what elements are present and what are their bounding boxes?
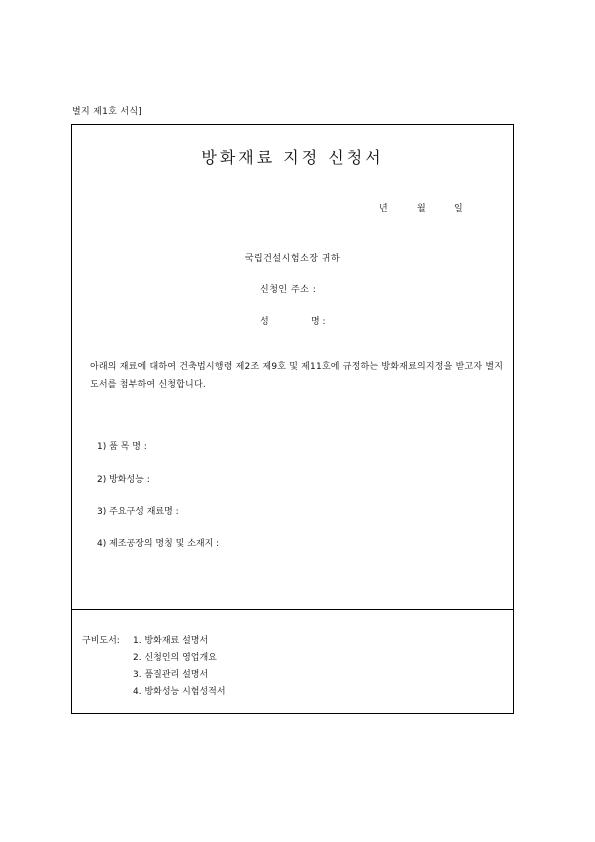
- date-year-label: 년: [379, 204, 388, 214]
- form-number: 별지 제1호 서식]: [72, 107, 143, 117]
- attachment-item: 4. 방화성능 시험성적서: [133, 687, 226, 697]
- attachment-item: 1. 방화재료 설명서: [133, 636, 209, 646]
- application-statement: 아래의 재료에 대하여 건축법시행령 제2조 제9호 및 제11호에 규정하는 방화재료의지정을 받고자 별지도서를 첨부하여 신청합니다.: [90, 362, 504, 390]
- attachment-item: 2. 신청인의 영업개요: [133, 653, 217, 663]
- item-factory-location: 4) 제조공장의 명칭 및 소재지 :: [97, 539, 220, 549]
- item-product-name: 1) 품 목 명 :: [97, 442, 147, 452]
- applicant-name-label-first: 성: [260, 317, 269, 327]
- date-day-label: 일: [454, 204, 463, 214]
- attachment-item: 3. 품질관리 설명서: [133, 670, 209, 680]
- recipient: 국립건설시험소장 귀하: [244, 254, 341, 264]
- application-form: [71, 124, 514, 714]
- item-main-materials: 3) 주요구성 재료명 :: [97, 507, 179, 517]
- page-title: 방화재료 지정 신청서: [201, 148, 384, 167]
- attachments-label: 구비도서:: [82, 636, 120, 646]
- date-month-label: 월: [417, 204, 426, 214]
- applicant-address-label: 신청인 주소 :: [260, 285, 317, 295]
- section-divider: [72, 609, 513, 610]
- item-fire-performance: 2) 방화성능 :: [97, 475, 150, 485]
- applicant-name-label-second: 명 :: [311, 317, 326, 327]
